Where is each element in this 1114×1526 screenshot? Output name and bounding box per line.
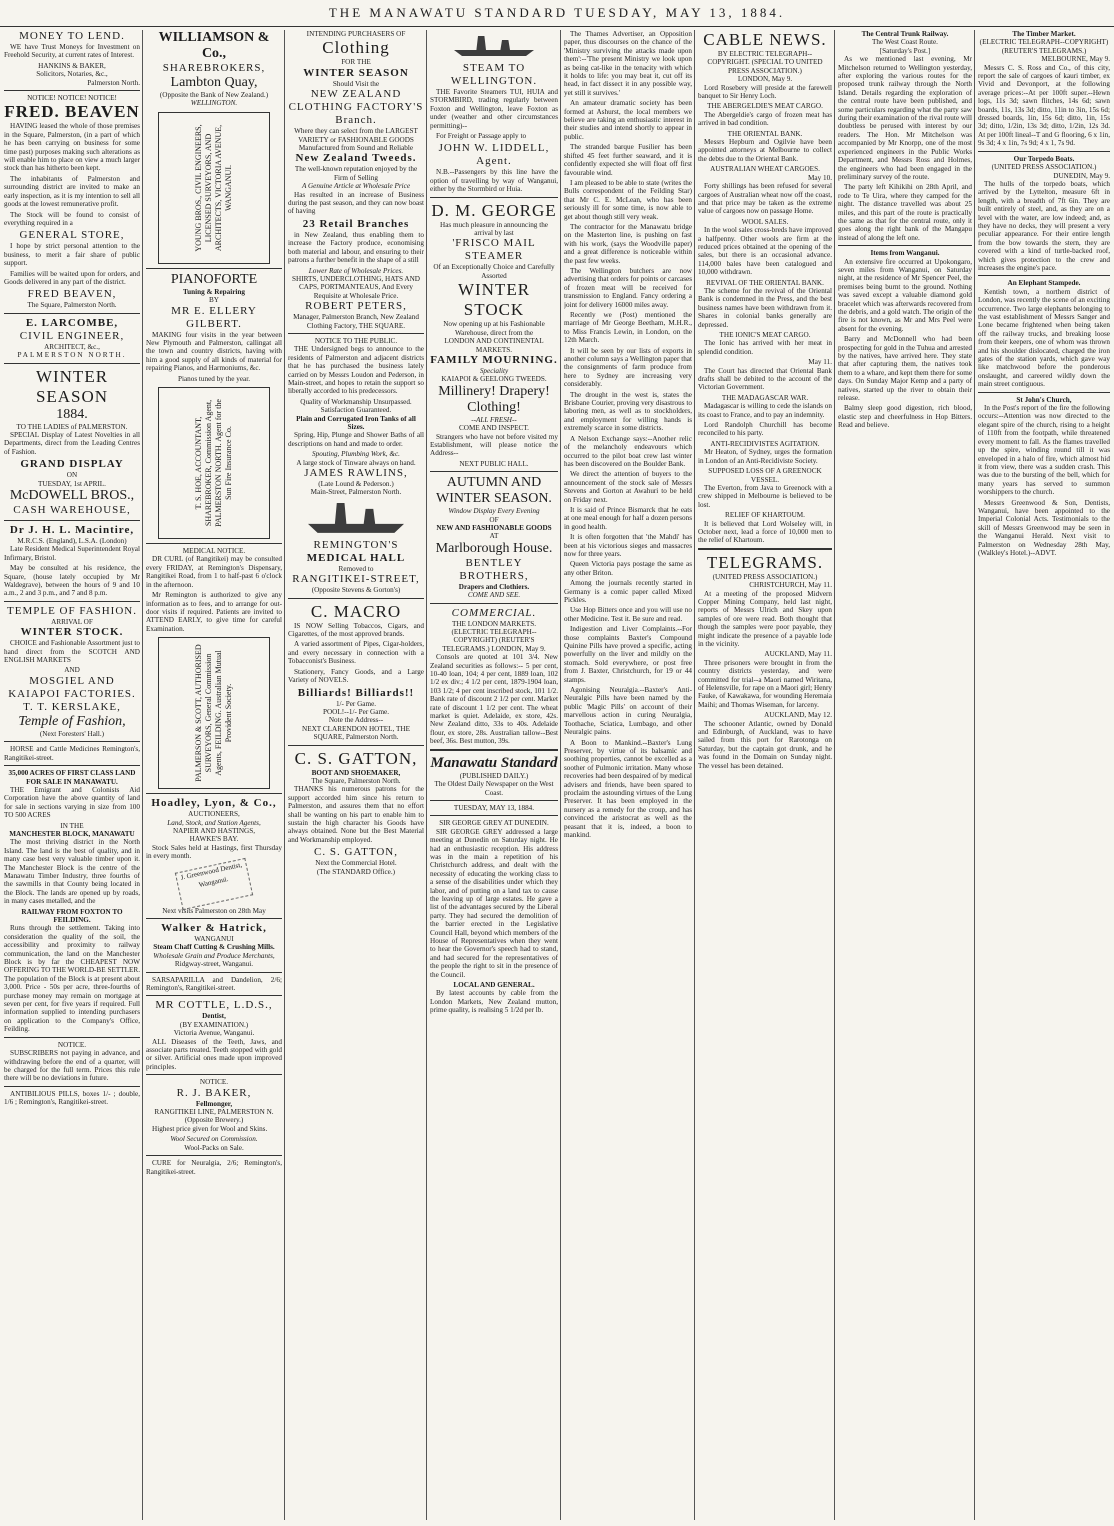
newspaper-subtitle: (PUBLISHED DAILY.): [459, 771, 529, 780]
ad-subtitle: M.R.C.S. (England), L.S.A. (London): [17, 537, 127, 545]
ad-subtitle: BOOT AND SHOEMAKER,: [311, 768, 401, 777]
dateline: May 10.: [808, 173, 832, 182]
article-body: By latest accounts by cable from the London Markets, New Zealand mutton, prime quality, is realising 5 1/2d per lb.: [430, 989, 558, 1015]
column-8: [978, 30, 1110, 1520]
ad-body: WE have Trust Moneys for Investment on Freehold Security, at current rates of Interest.: [4, 43, 140, 60]
article-heading: AUSTRALIAN WHEAT CARGOES.: [710, 165, 820, 174]
ad-subtitle: WINTER STOCK.: [20, 626, 124, 639]
ad-body: Spring, Hip, Plunge and Shower Baths of all descriptions on hand and made to order.: [288, 431, 424, 448]
ad-title: NOTICE.: [199, 1078, 229, 1087]
ad-body: IS NOW Selling Tobaccos, Cigars, and Cigarettes, of the most approved brands.: [288, 621, 424, 639]
article-heading: Items from Wanganui.: [870, 249, 940, 258]
ad-subtitle: CASH WAREHOUSE,: [13, 504, 131, 516]
ad-subtitle: IN THE: [60, 821, 84, 830]
card-text: YOUNG BROS., CIVIL ENGINEERS, LICENSED SURVEYORS, AND ARCHITECTS, VICTORIA AVENUE, WANGANUI.: [194, 124, 233, 252]
ad-body: May be consulted at his residence, the Square, (house lately occupied by Mr Waldegrave), between the hours of 9 and 10 a.m., 2 and 3 p.m., and 7 and 8 p.m.: [4, 564, 140, 598]
article-body: Among the journals recently started in Germany is a comic paper called Mixed Pickles.: [564, 579, 692, 604]
ad-title: FRED. BEAVEN: [4, 102, 140, 122]
column-1: [4, 30, 140, 1520]
ad-title: TEMPLE OF FASHION.: [7, 604, 137, 617]
card-box: [158, 387, 270, 539]
ad-body: Highest price given for Wool and Skins.: [152, 1124, 268, 1133]
ad-body: Pianos tuned by the year.: [177, 374, 251, 383]
article-heading: RELIEF OF KHARTOUM.: [725, 511, 805, 520]
ad-subtitle: Wholesale Grain and Produce Merchants,: [153, 951, 275, 960]
ad-body: 1/- Per Game.: [335, 699, 377, 708]
ad-body: in New Zealand, thus enabling them to increase the Factory produce, economising both material and labour, and ensuring to their patrons a further benefit in the shape of a still: [288, 230, 424, 265]
ad-subtitle: MANCHESTER BLOCK, MANAWATU: [9, 829, 135, 838]
article-heading: An Elephant Stampede.: [1007, 279, 1081, 288]
article-body: As we mentioned last evening, Mr Mitchelson returned to Wellington yesterday, after exploring the various routes for the proposed trunk railway through the North Island. Details regarding the exploration of the central route have been published, and some particulars regarding what the party saw during their examination of the rival route will doubtless be perused with interest by our readers. The Hon. Mr Mitchelson was accompanied by Mr Knorpp, one of the most experienced engineers in the Public Works Department, and Messrs Ross and Holmes, the engineers who had been engaged in the preliminary survey of the route.: [838, 55, 972, 181]
dateline: CHRISTCHURCH, May 11.: [749, 581, 832, 590]
article-body: It is said of Prince Bismarck that he eats at one meal enough for half a dozen persons in good health.: [564, 505, 692, 531]
article-body: The contractor for the Manawatu bridge on the Masterton line, is pushing on fast with his work, (says the Woodville paper) and a great difference is noticeable within the past few weeks.: [564, 222, 692, 265]
ad-title: NOTICE! NOTICE! NOTICE!: [27, 94, 117, 103]
ad-body: AT: [489, 532, 499, 541]
ad-body: POOL!--1/- Per Game.: [322, 707, 390, 716]
ad-subtitle: KAIAPOI & GEELONG TWEEDS.: [441, 375, 547, 384]
column-rule: [834, 30, 835, 1520]
article-body: The party left Kihikihi on 28th April, and rode to Te Uira, where they camped for the night. The distance travelled was about 25 miles, and this part of the route is practically the same as that for the central route, only it goes along the right bank of the Mangapu instead of along the left one.: [838, 183, 972, 242]
ad-subtitle: LONDON AND CONTINENTAL MARKETS.: [444, 337, 544, 354]
article-body: Three prisoners were brought in from the country districts yesterday, and were committed for trial--a Maori named Wiritana, of Helensville, for rape on a Maori girl; Henry Fauke, of Kawakawa, for wounding Heremaia Maihi; and Thomas Wiseman, for larceny.: [698, 658, 832, 709]
article-body: The schooner Atlantic, owned by Donald and Edinburgh, of Auckland, was to have sailed from this port for Rarotonga on Saturday, but the captain got drunk, and he was found in the Domain on Sunday night. The vessel has been detained.: [698, 719, 832, 770]
article-heading: ANTI-RECIDIVISTES AGITATION.: [710, 439, 820, 448]
ad-title: MONEY TO LEND.: [19, 30, 125, 42]
ad-title: AUTUMN AND WINTER SEASON.: [436, 475, 552, 507]
article-body: An amateur dramatic society has been formed at Ashurst, the local members we believe are taking an enthusiastic interest in their studies and intend shortly to appear in public.: [564, 99, 692, 141]
ad-body: Strangers who have not before visited my Establishment, will please notice the Address--: [430, 432, 558, 458]
ad-title: PIANOFORTE: [170, 271, 258, 287]
ad-title: GRAND DISPLAY: [20, 458, 124, 471]
section-subheading: BY ELECTRIC TELEGRAPH--COPYRIGHT. (SPECIAL TO UNITED PRESS ASSOCIATION.): [707, 50, 823, 75]
article-body: It is believed that Lord Wolseley will, in October next, lead a force of 10,000 men to the relief of Khartoum.: [698, 519, 832, 545]
card-box: [158, 637, 270, 789]
ad-subtitle: Fellmonger,: [195, 1099, 233, 1108]
ad-title: D. M. GEORGE: [431, 200, 557, 220]
ad-body: SUBSCRIBERS not paying in advance, and withdrawing before the end of a quarter, will be charged for the full term. Prices this rule there will be no deviations in future.: [4, 1049, 140, 1083]
article-body: The Everton, from Java to Greenock with a crew shipped in Melbourne is believed to be lost.: [698, 483, 832, 509]
ad-body: A varied assortment of Pipes, Cigar-holders, and every necessary in connection with a Tobacconist's Business.: [288, 640, 424, 666]
ad-subtitle: ON: [66, 471, 78, 480]
ad-address: RANGITIKEI LINE, PALMERSTON N. (Opposite Brewery.): [154, 1108, 274, 1125]
ad-body: Where they can select from the LARGEST VARIETY or FASHIONABLE GOODS: [294, 127, 418, 144]
article-heading: THE ORIENTAL BANK.: [727, 129, 803, 138]
card-text: PALMERSON & SCOTT, AUTHORISED SURVEYORS, General Commission Agents, FEILDING. Australian Mutual Provident Society.: [194, 644, 233, 782]
issue-date: TUESDAY, MAY 13, 1884.: [453, 803, 535, 812]
ad-year: 1884.: [56, 406, 88, 422]
ad-subtitle: Window Display Every Evening: [448, 507, 540, 516]
ad-body: Stationery, Fancy Goods, and a Large Variety of NOVELS.: [288, 667, 424, 685]
ad-subtitle: COME AND SEE.: [467, 591, 521, 600]
ad-address: PALMERSTON NORTH.: [17, 351, 127, 360]
column-rule: [426, 30, 427, 1520]
ad-body: Mr Remington is authorized to give any information as to fees, and to arrange for out-door visits if required. Patients are invited to ATTEND EARLY, to give time for careful Examination.: [146, 591, 282, 633]
ad-body: SPECIAL Display of Latest Novelties in all Departments, direct from the Leading Centres of Fashion.: [4, 430, 140, 456]
article-heading: THE ABERGELDIE'S MEAT CARGO.: [707, 102, 823, 111]
ad-subtitle: FOR THE: [341, 58, 371, 67]
ad-date: TUESDAY, 1st APRIL.: [38, 479, 106, 488]
ad-title: C. S. GATTON,: [294, 748, 418, 768]
article-body: Recently we (Post) mentioned the marriage of Mr George Beetham, M.H.R., to Miss Francis Lewin, in London, on the 12th March.: [564, 311, 692, 345]
ad-body: The Stock will be found to consist of everything required in a: [4, 210, 140, 227]
ad-subtitle: INTENDING PURCHASERS OF: [306, 30, 406, 38]
ad-signature: MR E. ELLERY GILBERT.: [171, 304, 257, 330]
ad-subtitle: Lambton Quay,: [170, 75, 258, 90]
article-body: Consols are quoted at 101 3/4. New Zealand securities as follows:-- 5 per cent, 10-40 loan, 104; 4 per cent, 1889 loan, 102 1/2 ex div.; 4 1/2 per cent, 1879-1904 loan, 103 1/2; 4 per cent inscribed stock, 101 1/2. Bank rate of discount 2 1/2 per cent. Market rate of discount 1 1/2 per cent. The wheat market is quiet. Adelaide, ex store, 42s. New Zealand ditto, 33s to 40s. Adelaide flour, ex store, 28s. Australian tallow--Best beef, 36s. Best mutton, 39s.: [430, 653, 558, 746]
ad-body: The most thriving district in the North Island. The land is the best of quality, and in many case best very valuable timber upon it. The Manchester Block is the centre of the Manawatu Timber Industry, three fourths of the sawmills in that County being located in the Block. The lands are opened up by roads, in many cases metalled, and the: [4, 838, 140, 906]
ad-address: (Opposite Stevens & Gorton's): [311, 586, 401, 595]
ad-firm: HANKINS & BAKER,: [38, 61, 106, 70]
ad-title: NOTICE.: [57, 1040, 87, 1049]
article-body: The scheme for the revival of the Oriental Bank is condemned in the Press, and the best business names have been withdrawn from it. Shares in colonial banks generally are depressed.: [698, 286, 832, 329]
section-heading: TELEGRAMS.: [706, 552, 824, 572]
article-heading: The Central Trunk Railway.: [861, 30, 949, 38]
ad-subtitle: CIVIL ENGINEER,: [19, 329, 125, 342]
column-4: [430, 30, 558, 1520]
ad-body: SARSAPARILLA and Dandelion, 2/6; Remington's, Rangitikei-street.: [146, 975, 282, 992]
ad-subtitle: Should Visit the: [332, 79, 380, 88]
article-body: The Ionic has arrived with her meat in splendid condition.: [698, 339, 832, 356]
article-subheading: The West Coast Route.: [872, 38, 938, 47]
article-body: Messrs Hepburn and Ogilvie have been appointed attorneys at Melbourne to collect the debts due to the Oriental Bank.: [698, 138, 832, 163]
ad-body: CURE for Neuralgia, 2/6; Remington's, Rangitikei-street.: [146, 1159, 282, 1176]
section-heading: COMMERCIAL.: [451, 606, 537, 619]
ad-body: Runs through the settlement. Taking into consideration the quality of the soil, the accessibility and proximity to railway communication, the land on the Manchester Block is by far the CHEAPEST NOW OFFERING TO THE WORLD-BE SETTLER. The population of the Block is at present about 3,000. Price - 50s per acre, three-fourths of purchase money may remain on mortgage at seven per cent, for five years if required. Full information supplied to intending purchasers on application to the Company's Office, Feilding.: [4, 924, 140, 1034]
article-subheading: (ELECTRIC TELEGRAPH--COPYRIGHT) (REUTER'S TELEGRAMS.): [979, 38, 1109, 55]
ad-address: Ridgway-street, Wanganui.: [174, 960, 254, 969]
ad-subtitle: Drapers and Clothiers.: [458, 582, 530, 591]
ad-body: CHOICE and Fashionable Assortment just to hand direct from the SCOTCH AND ENGLISH MARKETS: [4, 639, 140, 665]
ad-subtitle: NEW AND FASHIONABLE GOODS: [436, 523, 552, 532]
ad-title: Dr J. H. L. Macintire,: [9, 524, 135, 536]
ad-subtitle: TO THE LADIES of PALMERSTON.: [16, 422, 128, 431]
ad-title: Walker & Hatrick,: [161, 921, 267, 934]
section-subheading: (ELECTRIC TELEGRAPH--COPYRIGHT) (REUTER'S TELEGRAMS.) LONDON, May 9.: [442, 628, 546, 653]
article-body: An extensive fire occurred at Upokongaro, seven miles from Wanganui, on Saturday night, at the residence of Mr Spencer Peel, the premises being burnt to the ground. Nothing was saved except a valuable diamond gold bracelet which was afterwards recovered from the debris, and a gold watch. The origin of the fire is not known, as Mr and Mrs Peel were absent for the evening.: [838, 257, 972, 333]
ad-title: E. LARCOMBE,: [25, 316, 119, 329]
ad-body: THE Emigrant and Colonists Aid Corporation have the above quantity of land for sale in sections varying in size from 100 TO 500 ACRES: [4, 785, 140, 820]
ad-address: (Late Lound & Pederson.): [318, 480, 394, 489]
article-heading: THE IONIC'S MEAT CARGO.: [719, 331, 811, 339]
ad-subtitle: RANGITIKEI-STREET,: [292, 573, 420, 586]
ad-title: McDOWELL BROS.,: [9, 488, 135, 503]
ad-subtitle: Billiards! Billiards!!: [297, 686, 415, 699]
ad-subtitle: COME AND INSPECT.: [459, 424, 529, 433]
ad-body: Removed to: [338, 564, 374, 573]
ad-address: Main-Street, Palmerston North.: [310, 488, 402, 497]
ship-illustration: [308, 503, 404, 533]
article-body: Agonising Neuralgia.--Baxter's Anti-Neuralgic Pills have been named by the public 'Magic Pills' on account of their marvellous action in curing Neuralgia, Toothache, Sciatica, Lumbago, and other Neuralgic pains.: [564, 686, 692, 737]
ad-body: Has resulted in an increase of Business during the past season, and they can now boast of having: [288, 190, 424, 216]
column-6: [698, 30, 832, 1520]
ad-place: WELLINGTON.: [190, 99, 238, 108]
ad-title: 35,000 ACRES OF FIRST CLASS LAND FOR SALE IN MANAWATU.: [8, 769, 136, 786]
ad-subtitle: Marlborough House.: [435, 540, 553, 556]
column-5: [564, 30, 692, 1520]
ad-signature: ROBERT PETERS,: [305, 300, 407, 313]
column-rule: [974, 30, 975, 1520]
section-heading: CABLE NEWS.: [703, 30, 827, 49]
ad-body: HAVING leased the whole of those premises in the Square, Palmerston, (in a part of which he has been carrying on business for some time past) purposes making such alterations as will enable him to place on view a much larger stock than has hitherto been kept.: [4, 122, 140, 173]
ad-subtitle: WINTER STOCK: [457, 280, 531, 320]
article-body: A Nelson Exchange says:--Another relic of the melancholy endeavours which occurred to the pilot boat crew last winter has been discovered on the Boulder Bank.: [564, 434, 692, 468]
ad-subtitle: HAWKE'S BAY.: [189, 835, 239, 844]
ad-subtitle: ARCHITECT, &c.,: [44, 342, 100, 351]
ad-body: SHIRTS, UNDERCLOTHING, HATS AND CAPS, PORTMANTEAUS, And Every Requisite at Wholesale Price.: [292, 274, 420, 300]
steamer-illustration: [454, 36, 534, 56]
ad-signature: FRED BEAVEN,: [27, 288, 117, 301]
ad-body: Families will be waited upon for orders, and Goods delivered in any part of the district.: [4, 269, 140, 286]
article-body: The drought in the west is, states the Brisbane Courier, proving very disastrous to laboring men, as well as to stockholders, and employment for willing hands is extremely scarce in some districts.: [564, 390, 692, 433]
ad-body: Manufactured from Sound and Reliable: [298, 144, 414, 153]
ad-title: Hoadley, Lyon, & Co.,: [151, 797, 277, 810]
ad-body: ALL Diseases of the Teeth, Jaws, and associate parts treated. Teeth stopped with gold or silver. Artificial ones made upon improved principles.: [146, 1037, 282, 1071]
ad-body: MAKING four visits in the year between New Plymouth and Palmerston, callingat all the town and country districts, having with him a good supply of all kinds of material for repairing Pianos, and Harmoniums, &c.: [146, 330, 282, 373]
article-body: At a meeting of the proposed Midvern Copper Mining Company, held last night, reports of Messrs Ulrich and Skey upon samples of ore were read. Both thought that though the samples were poor payable, they might indicate the presence of a payable lode in the vicinity.: [698, 589, 832, 648]
dateline: May 11.: [808, 358, 832, 367]
ad-body: DR CURL (of Rangitikei) may be consulted every FRIDAY, at Remington's Dispensary, Rangitikei Road, from 1 to half-past 6 o'clock in the afternoon.: [146, 555, 282, 589]
ad-address: The Square, Palmerston North.: [311, 776, 401, 785]
ad-body: For Freight or Passage apply to: [436, 132, 527, 141]
ad-body: Next visits Palmerston on 28th May: [162, 906, 266, 915]
ad-body: Speciality: [479, 366, 509, 375]
dateline: AUCKLAND, May 12.: [764, 711, 832, 720]
ad-subtitle: SHAREBROKERS,: [162, 62, 266, 74]
ad-body: THE Undersigned begs to announce to the residents of Palmerston and adjacent districts that he has purchased the business lately carried on by Messrs Loudon and Pederson, in Main-street, and hopes to retain the support so liberally accorded to his predecessors.: [288, 345, 424, 396]
article-body: The Abergeldie's cargo of frozen meat has arrived in bad condition.: [698, 110, 832, 128]
column-rule: [560, 30, 561, 1520]
ad-subtitle: Dentist,: [202, 1012, 226, 1021]
ad-address: NEXT PUBLIC HALL.: [459, 459, 529, 468]
ad-subtitle: 'FRISCO MAIL STEAMER: [452, 237, 536, 263]
ad-subtitle: ARRIVAL OF: [51, 617, 93, 626]
article-body: Barry and McDonnell who had been prospecting for gold in the Tuhua and arrested by the natives, have arrived here. They state that after capturing them, the natives took them to a whare, and kept them there for some days. On Sunday Major Kemp and a party of natives, started up the river to obtain their release.: [838, 335, 972, 403]
ad-body: The inhabitants of Palmerston and surrounding district are invited to make an early inspection, as it is my intention to sell all goods at the lowest remunerative profit.: [4, 174, 140, 209]
ad-subtitle: (BY EXAMINATION.): [179, 1020, 249, 1029]
article-source: [Saturday's Post.]: [879, 46, 931, 55]
ad-subtitle: New Zealand Tweeds.: [295, 152, 417, 165]
article-body: Mr Heaton, of Sydney, urges the formation in London of an Anti-Recidiviste Society.: [698, 448, 832, 465]
ad-body: Of an Exceptionally Choice and Carefully Assorted: [433, 263, 555, 280]
ad-title: C. MACRO: [310, 601, 402, 621]
ad-body: Now opening up at his Fashionable Warehouse, direct from the: [443, 320, 545, 337]
ad-body: Late Resident Medical Superintendent Royal Infirmary, Bristol.: [4, 545, 140, 562]
ad-title: NOTICE TO THE PUBLIC.: [314, 336, 398, 345]
ad-body: A Genuine Article at Wholesale Price: [301, 182, 411, 191]
ad-body: Note the Address--: [328, 716, 384, 725]
ad-title: REMINGTON'S: [313, 538, 399, 551]
ad-subtitle: FAMILY MOURNING.: [430, 353, 558, 366]
article-subheading: (UNITED PRESS ASSOCIATION.): [991, 163, 1097, 172]
article-heading: THE MADAGASCAR WAR.: [721, 393, 809, 402]
ad-subtitle: BY: [209, 296, 219, 305]
ad-signature: C. S. GATTON,: [313, 846, 398, 859]
ad-subtitle: WANGANUI: [194, 934, 234, 943]
article-body: A Boon to Mankind.--Baxter's Lung Preserver, by virtue of its balsamic and soothing properties, cannot be excelled as a soother of Pulmonic irritation. Many whose recoveries had been despaired of by medical advisers and friends, have been spared to proclaim the astounding virtues of the Lung Preserver. It has been employed in the nursery as a remedy for the croup, and has convinced the aristocrat as well as the peasant that it is, indeed, a boon to mankind.: [564, 738, 692, 839]
article-body: We direct the attention of buyers to the announcement of the stock sale of Messrs Stevens and Gorton at Awahuri to be held on Friday next.: [564, 470, 692, 504]
ad-title: NEW ZEALAND CLOTHING FACTORY'S Branch.: [288, 88, 424, 127]
dateline: DUNEDIN, May 9.: [1053, 171, 1110, 180]
ad-subtitle: WINTER SEASON: [303, 66, 409, 79]
ad-address: (Opposite the Bank of New Zealand.): [159, 91, 269, 99]
ad-body: A large stock of Tinware always on hand.: [296, 458, 416, 467]
ad-address: Manager, Palmerston Branch, New Zealand Clothing Factory, THE SQUARE.: [293, 313, 419, 330]
ad-subtitle: 23 Retail Branches: [302, 217, 410, 230]
ad-signature: R. J. BAKER,: [176, 1086, 252, 1099]
ad-subtitle: Steam Chaff Cutting & Crushing Mills.: [153, 943, 275, 952]
article-body: It will be seen by our lists of exports in another column says a Wellington paper that the consignments of farm produce from here to Sydney are increasing very considerably.: [564, 346, 692, 389]
ad-body: --ALL FRESH--: [471, 415, 517, 424]
article-body: SIR GEORGE GREY addressed a large meeting at Dunedin on Saturday night. He had an enthusiastic reception. His address was in the main a repetition of his Christchurch address, and dealt with the necessity of educating the working class to a sense of the disabilities under which they labor, and of putting on a land tax to cause the leaving up of large estates. He gave a list of the advantages secured by the Liberal party. They had secured the demolition of the barrier erected in the Legislative Council Hall, beyond which members of the House of Representatives when they went to hear the Governor's speech had to stand, and had secured for the representatives of the people the right to sit in the presence of the Council.: [430, 827, 558, 979]
column-2: [146, 30, 282, 1520]
ad-body: Satisfaction Guaranteed.: [320, 406, 392, 415]
article-body: In the Post's report of the fire the following occurs:--Attention was now directed to the elegant spire of the church, rising to a height of 110ft from the footpath, while threatened every moment to fall. As the flames travelled up the spire, winding round till it was enveloped in a halo of fire, which almost hid it from view, there was a sudden crash. This was due to the bursting of the bell, which for many years has served to summon worshippers to the church.: [978, 404, 1110, 497]
article-heading: The Timber Market.: [1012, 30, 1076, 38]
article-body: Use Hop Bitters once and you will use no other Medicine. Test it. Be sure and read.: [564, 606, 692, 623]
article-body: Forty shillings has been refused for several cargoes of Australian wheat now off the coast, and that price may be taken as the extreme value of cargoes now on passage Home.: [698, 182, 832, 216]
ad-signature: JAMES RAWLINS,: [304, 467, 408, 480]
ad-title: MEDICAL NOTICE.: [182, 547, 246, 556]
ad-address: (Next Foresters' Hall.): [39, 729, 105, 738]
ad-body: The well-known reputation enjoyed by the Firm of Selling: [294, 165, 418, 182]
ad-signature: BENTLEY BROTHERS,: [459, 556, 529, 582]
ad-address: (The STANDARD Office.): [316, 867, 396, 876]
dateline: MELBOURNE, May 9.: [1041, 55, 1110, 64]
ad-subtitle: RAILWAY FROM FOXTON TO FEILDING.: [21, 907, 123, 924]
ad-subtitle: MOSGIEL AND KAIAPOI FACTORIES.: [8, 674, 136, 700]
article-heading: REVIVAL OF THE ORIENTAL BANK.: [706, 278, 824, 287]
article-body: I am pleased to be able to state (writes the Bulls correspondent of the Feilding Star) that Mr C. E. McLean, who has been seriously ill for some time, is now able to get about though still very weak.: [564, 178, 692, 221]
column-rule: [284, 30, 285, 1520]
ad-body: THE Favorite Steamers TUI, HUIA and STORMBIRD, trading regularly between Foxton and Wellington, leave Foxton as under (weather and other circumstances permitting)--: [430, 88, 558, 130]
article-body: The Thames Advertiser, an Opposition paper, thus discourses on the chance of the 'Ministry surviving the attacks made upon them':--'The present Ministry we look upon as being cat-like in the tenacity with which it holds to life: you may beat it, cut off its head, in fact dissect it in any possible way, yet still it survives.': [564, 30, 692, 97]
ad-subtitle: Temple of Fashion,: [18, 713, 126, 729]
ad-body: N.B.--Passengers by this line have the option of travelling by way of Wanganui, either by the Stormbird or Huia.: [430, 168, 558, 194]
section-subheading: THE LONDON MARKETS.: [451, 619, 537, 628]
ad-signature: JOHN W. LIDDELL, Agent.: [438, 142, 550, 168]
article-body: Madagascar is willing to cede the islands on its coast to France, and to pay an indemnity.: [698, 402, 832, 419]
article-heading: St John's Church,: [1016, 395, 1072, 404]
newspaper-title: Manawatu Standard: [430, 754, 558, 771]
article-body: Queen Victoria pays postage the same as any other Briton.: [564, 560, 692, 577]
ad-body: Has much pleasure in announcing the arrival by last: [440, 220, 548, 238]
article-body: The Wellington butchers are now advertising that orders for points or carcases of frozen meat will be received for transmission to England. Fancy ordering a joint for delivery 16000 miles away.: [564, 266, 692, 309]
ad-body: HORSE and Cattle Medicines Remington's, Rangitikei-street.: [4, 745, 140, 762]
article-body: Balmy sleep good digestion, rich blood, elastic step and cheerfulness in Hop Bitters. Read and believe.: [838, 404, 972, 430]
article-body: Indigestion and Liver Complaints.--For those complaints Baxter's Compound Quinine Pills have proved a specific, acting powerfully on the liver and mildly on the stomach. Sold everywhere, or post free from J. Baxter, Christchurch, for 19 or 44 stamps.: [564, 625, 692, 684]
article-body: Kentish town, a northern district of London, was recently the scene of an exciting occurrence. Two large elephants belonging to the vast establishment of Messrs Sanger and Lone became frightened when being taken off the railway trucks, and breaking loose from their keepers, one of whom was thrown and his shoulder dislocated, charged the iron gates of the station yards, which gave way like matchwood before the ponderous onslaught, and careered wildly down the main street contiguous.: [978, 287, 1110, 389]
article-body: The Court has directed that Oriental Bank drafts shall be debited to the account of the Victorian Government.: [698, 366, 832, 392]
ad-subtitle: Plain and Corrugated Iron Tanks of all Sizes.: [296, 414, 416, 431]
column-3: [288, 30, 424, 1520]
ad-subtitle: Land, Stock, and Station Agents,: [167, 818, 261, 827]
ad-title: Clothing: [322, 38, 390, 58]
ad-place: Palmerston North.: [87, 78, 140, 87]
card-box: [158, 112, 270, 264]
masthead: THE MANAWATU STANDARD TUESDAY, MAY 13, 1884.: [0, 0, 1114, 27]
ad-subtitle: Millinery! Drapery! Clothing!: [438, 383, 550, 415]
ad-body: Wool-Packs on Sale.: [184, 1143, 244, 1152]
ad-address: Victoria Avenue, Wanganui.: [173, 1029, 255, 1038]
section-subheading: (UNITED PRESS ASSOCIATION.): [712, 572, 818, 581]
ad-body: Wool Secured on Commission.: [170, 1135, 258, 1144]
article-body: It is often forgotten that 'the Mahdi' has been at his victorious sieges and massacres now for three years.: [564, 533, 692, 558]
ad-subtitle: GENERAL STORE,: [19, 229, 125, 242]
newspaper-subtitle: The Oldest Daily Newspaper on the West Coast.: [434, 780, 554, 797]
ad-title: WINTER SEASON: [35, 366, 109, 406]
article-body: The stranded barque Fusilier has been shifted 45 feet further seaward, and it is confidently expected she will float off first favourable wind.: [564, 143, 692, 177]
column-rule: [142, 30, 143, 1520]
article-heading: SIR GEORGE GREY AT DUNEDIN.: [439, 819, 549, 828]
ad-firm: Solicitors, Notaries, &c.,: [36, 70, 108, 79]
ad-body: ANTIBILIOUS PILLS, boxes 1/- ; double, 1/6 ; Remington's, Rangitikei-street.: [4, 1089, 140, 1107]
article-body: In the wool sales cross-breds have improved a halfpenny. Other wools are firm at the reduced prices obtained at the opening of the sales, but there is an occasional advance. 114,000 bales have been catalogued and 10,000 withdrawn.: [698, 226, 832, 277]
ad-subtitle: MEDICAL HALL: [306, 551, 406, 564]
article-heading: SUPPOSED LOSS OF A GREENOCK VESSEL.: [708, 467, 822, 484]
dateline: AUCKLAND, May 11.: [764, 650, 832, 659]
section-heading: LOCAL AND GENERAL.: [453, 981, 535, 990]
column-rule: [694, 30, 695, 1520]
ad-body: THANKS his numerous patrons for the support accorded him since his return to Palmerston, and assures them that no effort shall be wanting on his part to enable him to sustain the high character his Goods have always obtained. None but the Best Material and Workmanship employed.: [288, 785, 424, 844]
article-body: Messrs Greenwood & Son, Dentists, Wanganui, have been appointed to the Imperial Colonial Acts. Testimonials to the skill of Messrs Greenwood may be seen in the Wanganui Herald. Next visit to Palmerston on Wednesday 28th May, (Walkley's Hotel.)--ADVT.: [978, 498, 1110, 557]
ad-subtitle: AUCTIONEERS,: [188, 810, 240, 819]
ad-body: OF: [489, 515, 499, 524]
ad-body: Lower Rate of Wholesale Prices.: [308, 266, 404, 275]
ad-title: MR COTTLE, L.D.S.,: [155, 999, 273, 1012]
ad-subtitle: Tuning & Repairing: [182, 287, 246, 296]
dateline: LONDON, May 9.: [737, 75, 793, 84]
ad-title: WILLIAMSON & Co.,: [158, 30, 270, 61]
ad-subtitle: AND: [64, 666, 80, 675]
card-text: T. S. HOE, ACCOUNTANT, SHAREBROKER, Commission Agent, PALMERSTON NORTH. Agent for the Sun Fire Insurance Co.: [194, 399, 233, 527]
ad-subtitle: NAPIER AND HASTINGS,: [172, 826, 256, 835]
ad-address: Next the Commercial Hotel.: [315, 859, 397, 868]
ad-title: STEAM TO WELLINGTON.: [450, 62, 538, 87]
column-7: [838, 30, 972, 1520]
article-heading: WOOL SALES.: [741, 217, 789, 226]
ad-body: Quality of Workmanship Unsurpassed.: [300, 397, 412, 406]
ad-body: Stock Sales held at Hastings, first Thursday in every month.: [146, 843, 282, 861]
ad-address: The Square, Palmerston North.: [27, 301, 117, 310]
article-body: Lord Randolph Churchill has become reconciled to his party.: [698, 421, 832, 438]
article-body: The hulls of the torpedo boats, which arrived by the Lyttelton, measure 6ft in length, with a breadth of 7ft 6in. They are built entirely of steel, and, as they are on a level with the water, are low indeed; and, as they have no decks, they will present a very peculiar appearance. For their entire length from the bow towards the stern, they are covered with a kind of turtle-backed roof, which gives protection to the crew and increases the engine's pace.: [978, 179, 1110, 272]
ad-body: I hope by strict personal attention to the business, to merit a fair share of public support.: [4, 242, 140, 268]
article-body: Messrs C. S. Ross and Co., of this city, report the sale of cargoes of kauri timber, ex Vivid and Devonport, at the following average prices:--At per 100ft super.--Hewn logs, 11s 3d; sawn flitches, 14s 6d; sawn boards, 11s, 13s 3d; ditto, 11in to 3in, 15s 6d; dressed boards, 1in, 15s 6d; ditto, 1in, 15s 3d; ditto, 1/2in, 13s 3d; ditto, 1/2in, 12s 3d. At per 100ft lineal--T and G flooring, 6 x 1in, 9s 3d; 4 x 1in, 7s 9d; 4 x 1, 7s 9d.: [978, 63, 1110, 148]
article-body: Lord Rosebery will preside at the farewell banquet to Sir Henry Loch.: [698, 83, 832, 101]
dentist-stamp: J. Greenwood Dentist, Wanganui.: [175, 857, 253, 909]
ad-address: NEXT CLARENDON HOTEL, THE SQUARE, Palmerston North.: [302, 724, 410, 742]
article-heading: Our Torpedo Boats.: [1013, 154, 1075, 163]
ad-signature: T. T. KERSLAKE,: [23, 700, 121, 713]
ad-subtitle: Spouting, Plumbing Work, &c.: [312, 450, 400, 459]
